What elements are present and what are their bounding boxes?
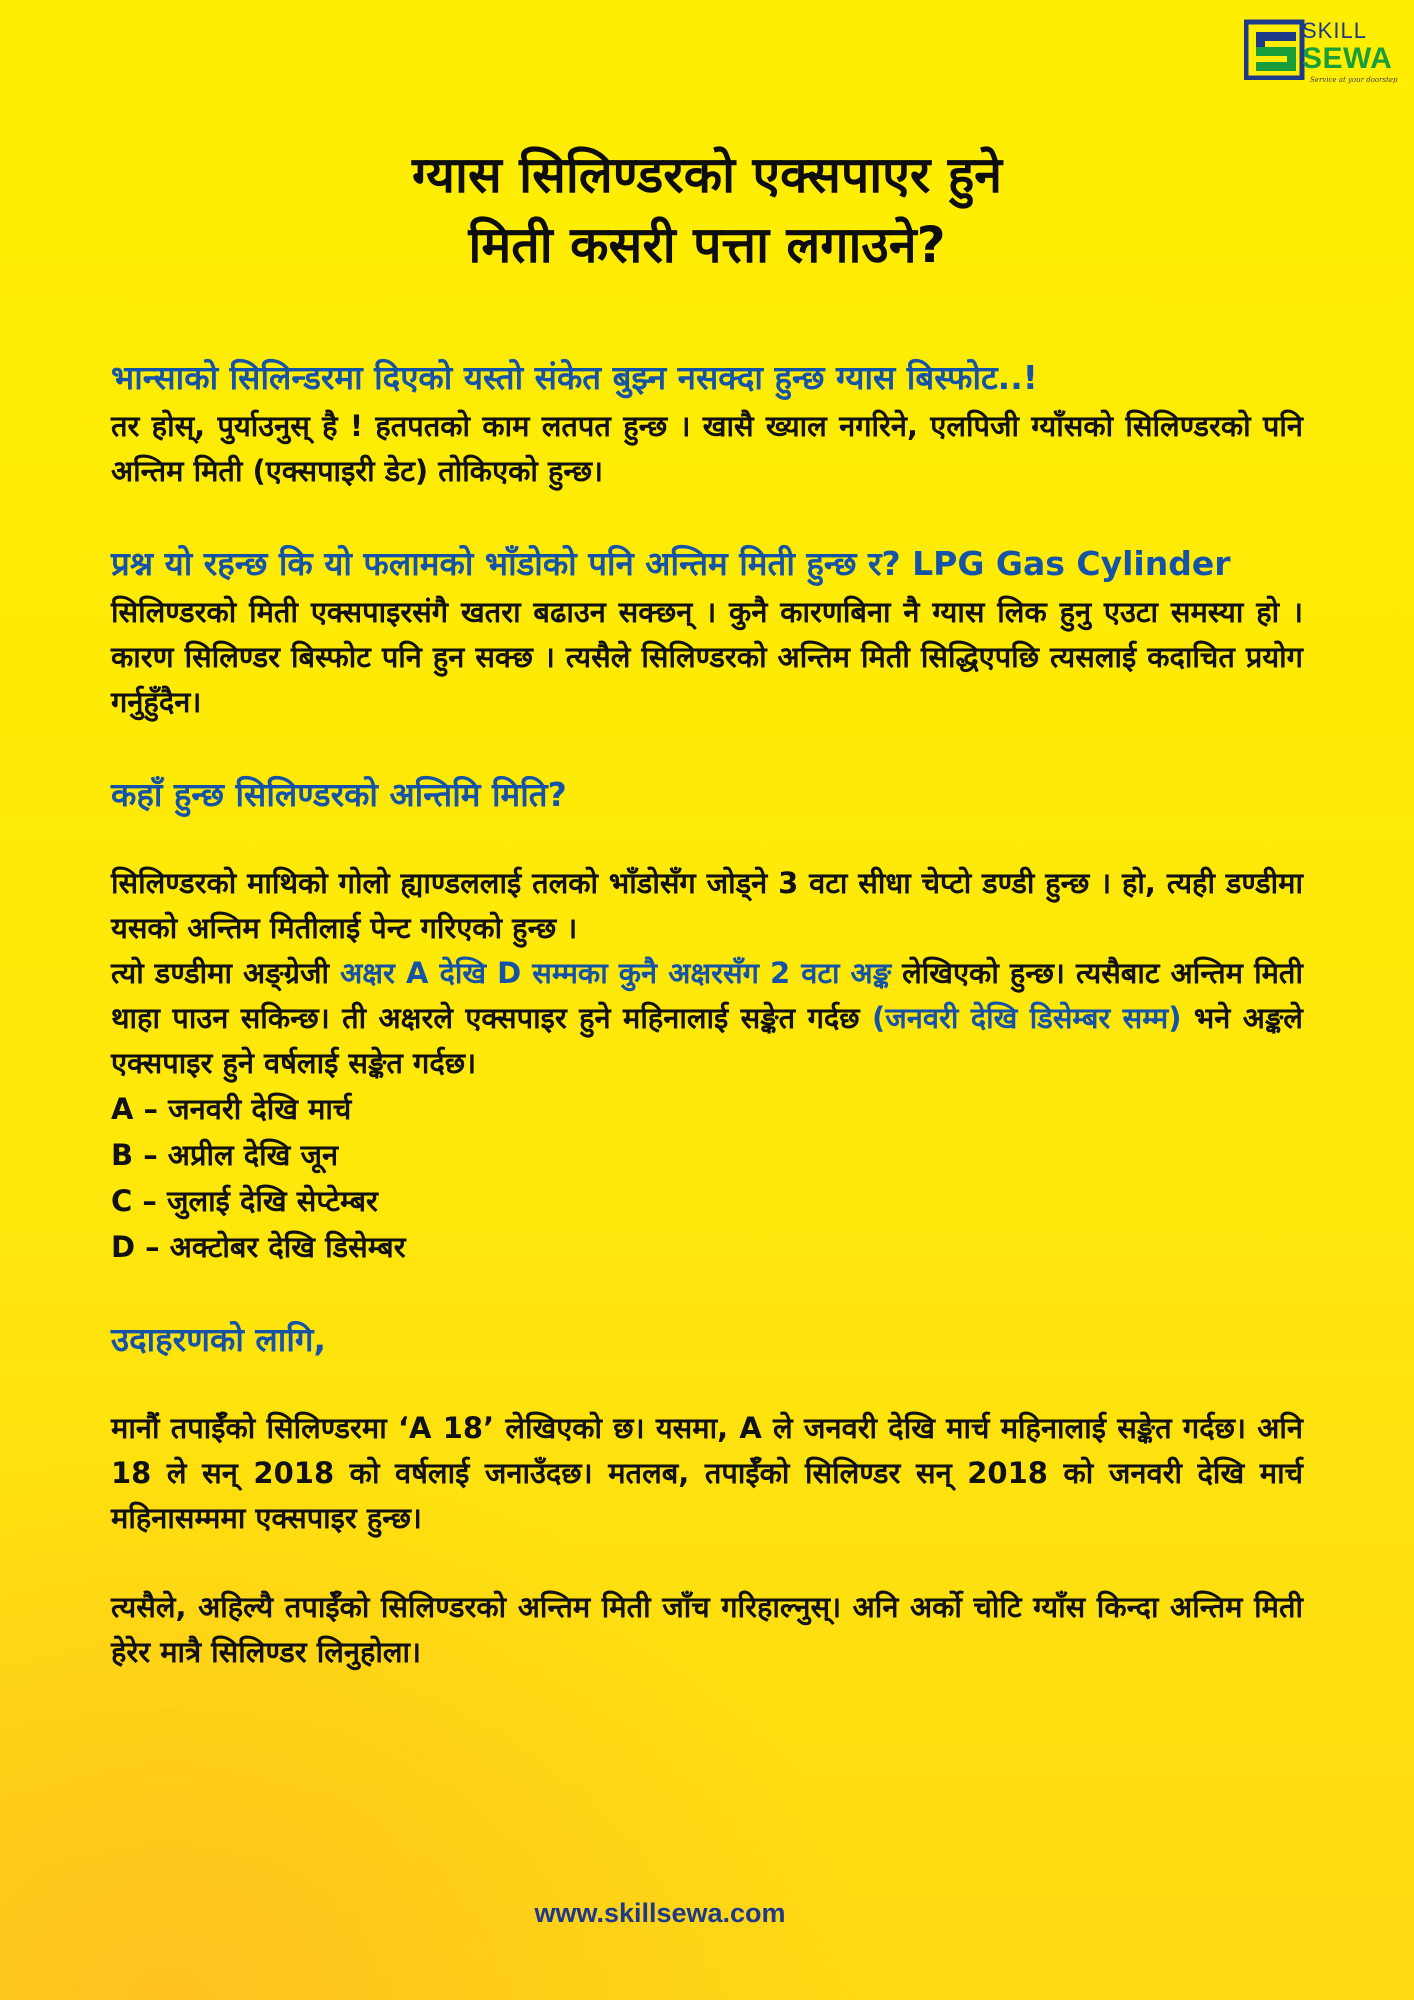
list-item: A – जनवरी देखि मार्च [111,1092,352,1126]
section-3-body-1: सिलिण्डरको माथिको गोलो ह्याण्डललाई तलको भाँडोसँग जोड्ने 3 वटा सीधा चेप्टो डण्डी हुन्छ । हो, त्यही डण्डीमा यसको अन्तिम मितीलाई पेन्ट गरिएको हुन्छ । [111,866,1303,945]
logo-sewa-text: SEWA [1302,42,1393,75]
logo-skill-text: SKILL [1302,18,1367,43]
highlighted-text-letters: अक्षर A देखि D सम्मका कुनै अक्षरसँग 2 वटा अङ्क [340,956,892,990]
section-1-body: तर होस्, पुर्याउनुस् है ! हतपतको काम लतपत हुन्छ । खासै ख्याल नगरिने, एलपिजी ग्याँसको सिलिण्डरको पनि अन्तिम मिती (एक्सपाइरी डेट) तोकिएको हुन्छ। [111,409,1303,488]
section-2-body: सिलिण्डरको मिती एक्सपाइरसंगै खतरा बढाउन सक्छन् । कुनै कारणबिना नै ग्यास लिक हुनु एउटा समस्या हो । कारण सिलिण्डर बिस्फोट पनि हुन सक्छ । त्यसैले सिलिण्डरको अन्तिम मिती सिद्धिएपछि त्यसलाई कदाचित प्रयोग गर्नुहुँदैन। [111,595,1303,719]
skillsewa-logo [1244,16,1404,88]
title-line-2: मिती कसरी पत्ता लगाउने? [468,216,946,274]
section-3-heading: कहाँ हुन्छ सिलिण्डरको अन्तिमि मिति? [111,775,567,814]
spacer [111,725,1303,769]
footer-website-link[interactable]: www.skillsewa.com [534,1898,786,1928]
section-4-heading: उदाहरणको लागि, [111,1320,326,1359]
spacer [111,821,1303,861]
spacer [111,1366,1303,1406]
list-item: C – जुलाई देखि सेप्टेम्बर [111,1184,378,1218]
list-item: D – अक्टोबर देखि डिसेम्बर [111,1230,406,1264]
body-text-segment: त्यो डण्डीमा अङ्ग्रेजी [111,956,341,990]
list-item: B – अप्रील देखि जून [111,1138,339,1172]
section-2-heading: प्रश्न यो रहन्छ कि यो फलामको भाँडोको पनि अन्तिम मिती हुन्छ र? LPG Gas Cylinder [111,544,1231,583]
spacer [111,494,1303,538]
body-text-segment: लेखिएको हुन्छ। त्यसैबाट अन्तिम मिती थाहा पाउन सकिन्छ। ती अक्षरले एक्सपाइर हुने महिनालाई सङ्केत गर्दछ [111,956,1303,1035]
section-4-body-1: मानौं तपाईँको सिलिण्डरमा ‘A 18’ लेखिएको छ। यसमा, A ले जनवरी देखि मार्च महिनालाई सङ्केत गर्दछ। अनि 18 ले सन् 2018 को वर्षलाई जनाउँदछ। मतलब, तपाईँको सिलिण्डर सन् 2018 को जनवरी देखि मार्च महिनासम्ममा एक्सपाइर हुन्छ। [111,1411,1303,1535]
spacer [111,1270,1303,1314]
skillsewa-logo-icon [1244,18,1306,80]
body-text-segment: भने अङ्कले एक्सपाइर हुने वर्षलाई सङ्केत गर्दछ। [111,1001,1303,1080]
page-title [200,140,1214,280]
highlighted-text-months: (जनवरी देखि डिसेम्बर सम्म) [872,1001,1182,1035]
spacer [111,1541,1303,1585]
logo-tagline: Service at your doorstep [1310,76,1398,84]
section-1-heading: भान्साको सिलिन्डरमा दिएको यस्तो संकेत बुझ्न नसक्दा हुन्छ ग्यास बिस्फोट..! [111,358,1038,397]
article-body [111,352,1303,1675]
section-3-body-2 [111,951,1303,1086]
letter-code-list [111,1086,1303,1270]
title-line-1: ग्यास सिलिण्डरको एक्सपाएर हुने [411,146,1003,204]
section-4-body-2: त्यसैले, अहिल्यै तपाईँको सिलिण्डरको अन्तिम मिती जाँच गरिहाल्नुस्। अनि अर्को चोटि ग्याँस किन्दा अन्तिम मिती हेरेर मात्रै सिलिण्डर लिनुहोला। [111,1590,1303,1669]
